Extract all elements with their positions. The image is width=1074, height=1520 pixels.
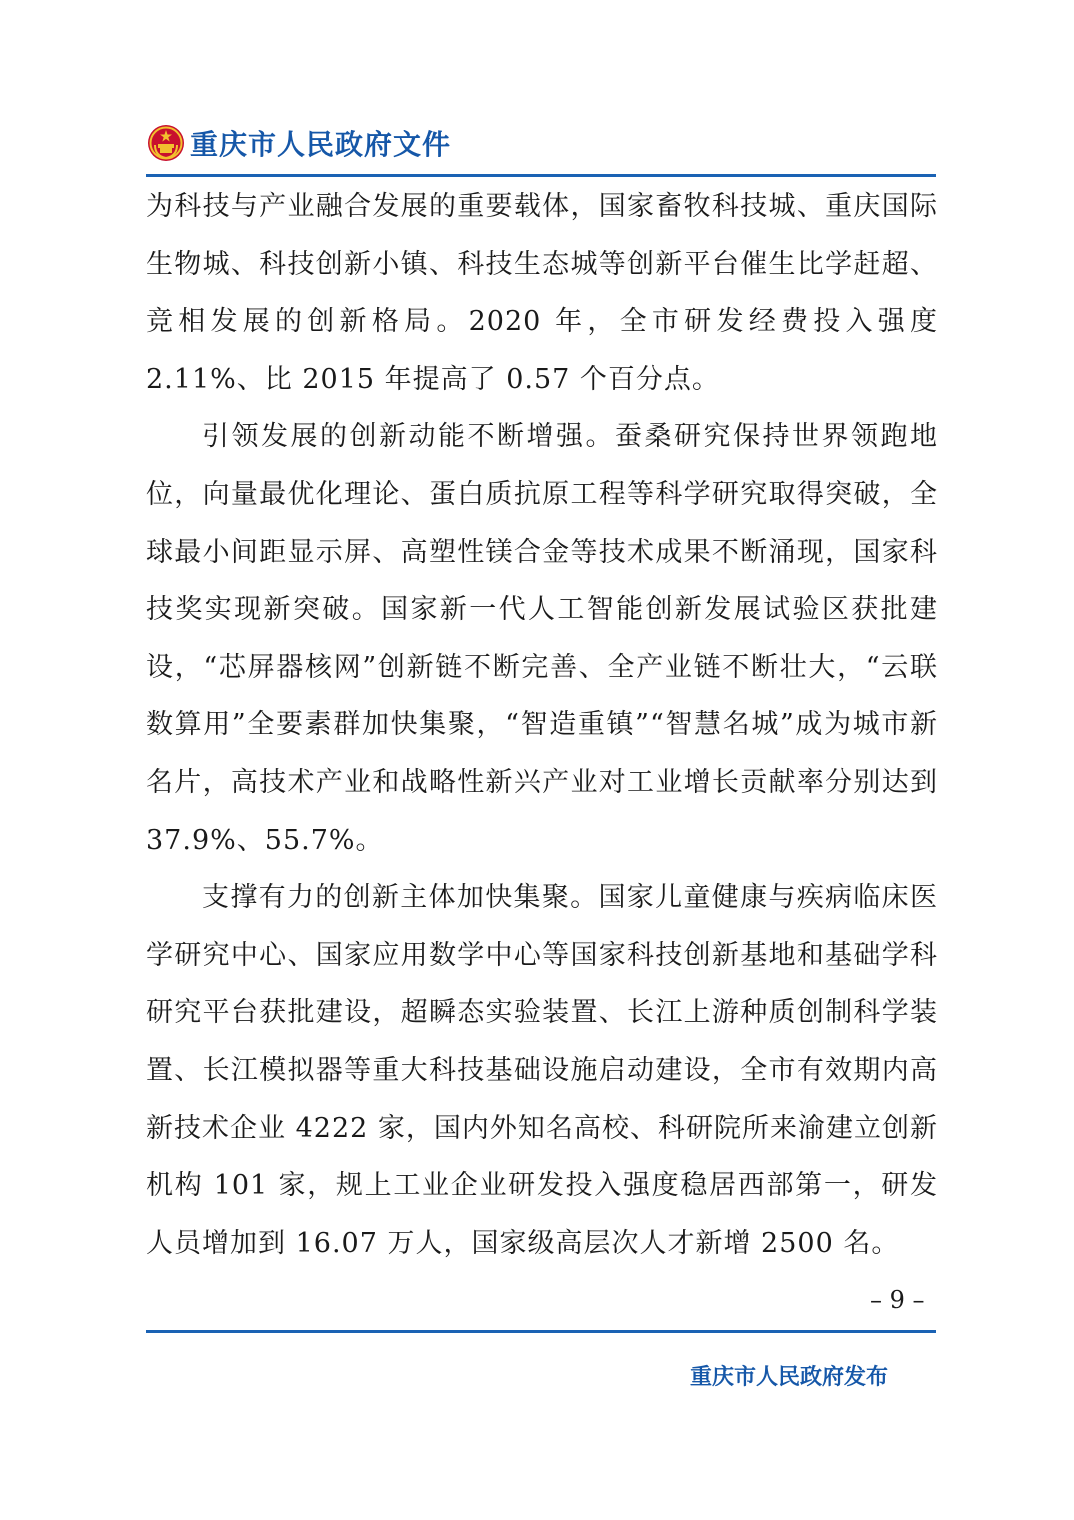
page-number: – 9 – [870,1286,925,1314]
paragraph-continuation: 为科技与产业融合发展的重要载体，国家畜牧科技城、重庆国际生物城、科技创新小镇、科技生态城等创新平台催生比学赶超、竞相发展的创新格局。2020 年，全市研发经费投入强度 2.11%、比 2015 年提高了 0.57 个百分点。 [146,191,938,395]
header-divider [146,174,936,177]
paragraph-innovation-momentum: 引领发展的创新动能不断增强。蚕桑研究保持世界领跑地位，向量最优化理论、蛋白质抗原工程等科学研究取得突破，全球最小间距显示屏、高塑性镁合金等技术成果不断涌现，国家科技奖实现新突破。国家新一代人工智能创新发展试验区获批建设，“芯屏器核网”创新链不断完善、全产业链不断壮大，“云联数算用”全要素群加快集聚，“智造重镇”“智慧名城”成为城市新名片，高技术产业和战略性新兴产业对工业增长贡献率分别达到 37.9%、55.7%。 [146,421,938,856]
document-header [146,118,451,168]
national-emblem-icon [146,123,186,163]
document-body [146,178,938,1272]
publisher-label: 重庆市人民政府发布 [689,1365,888,1390]
document-title: 重庆市人民政府文件 [190,128,452,161]
paragraph-innovation-entities: 支撑有力的创新主体加快集聚。国家儿童健康与疾病临床医学研究中心、国家应用数学中心等国家科技创新基地和基础学科研究平台获批建设，超瞬态实验装置、长江上游种质创制科学装置、长江模拟器等重大科技基础设施启动建设，全市有效期内高新技术企业 4222 家，国内外知名高校、科研院所来渝建立创新机构 101 家，规上工业企业研发投入强度稳居西部第一，研发人员增加到 16.07 万人，国家级高层次人才新增 2500 名。 [146,882,938,1259]
footer-divider [146,1330,936,1333]
